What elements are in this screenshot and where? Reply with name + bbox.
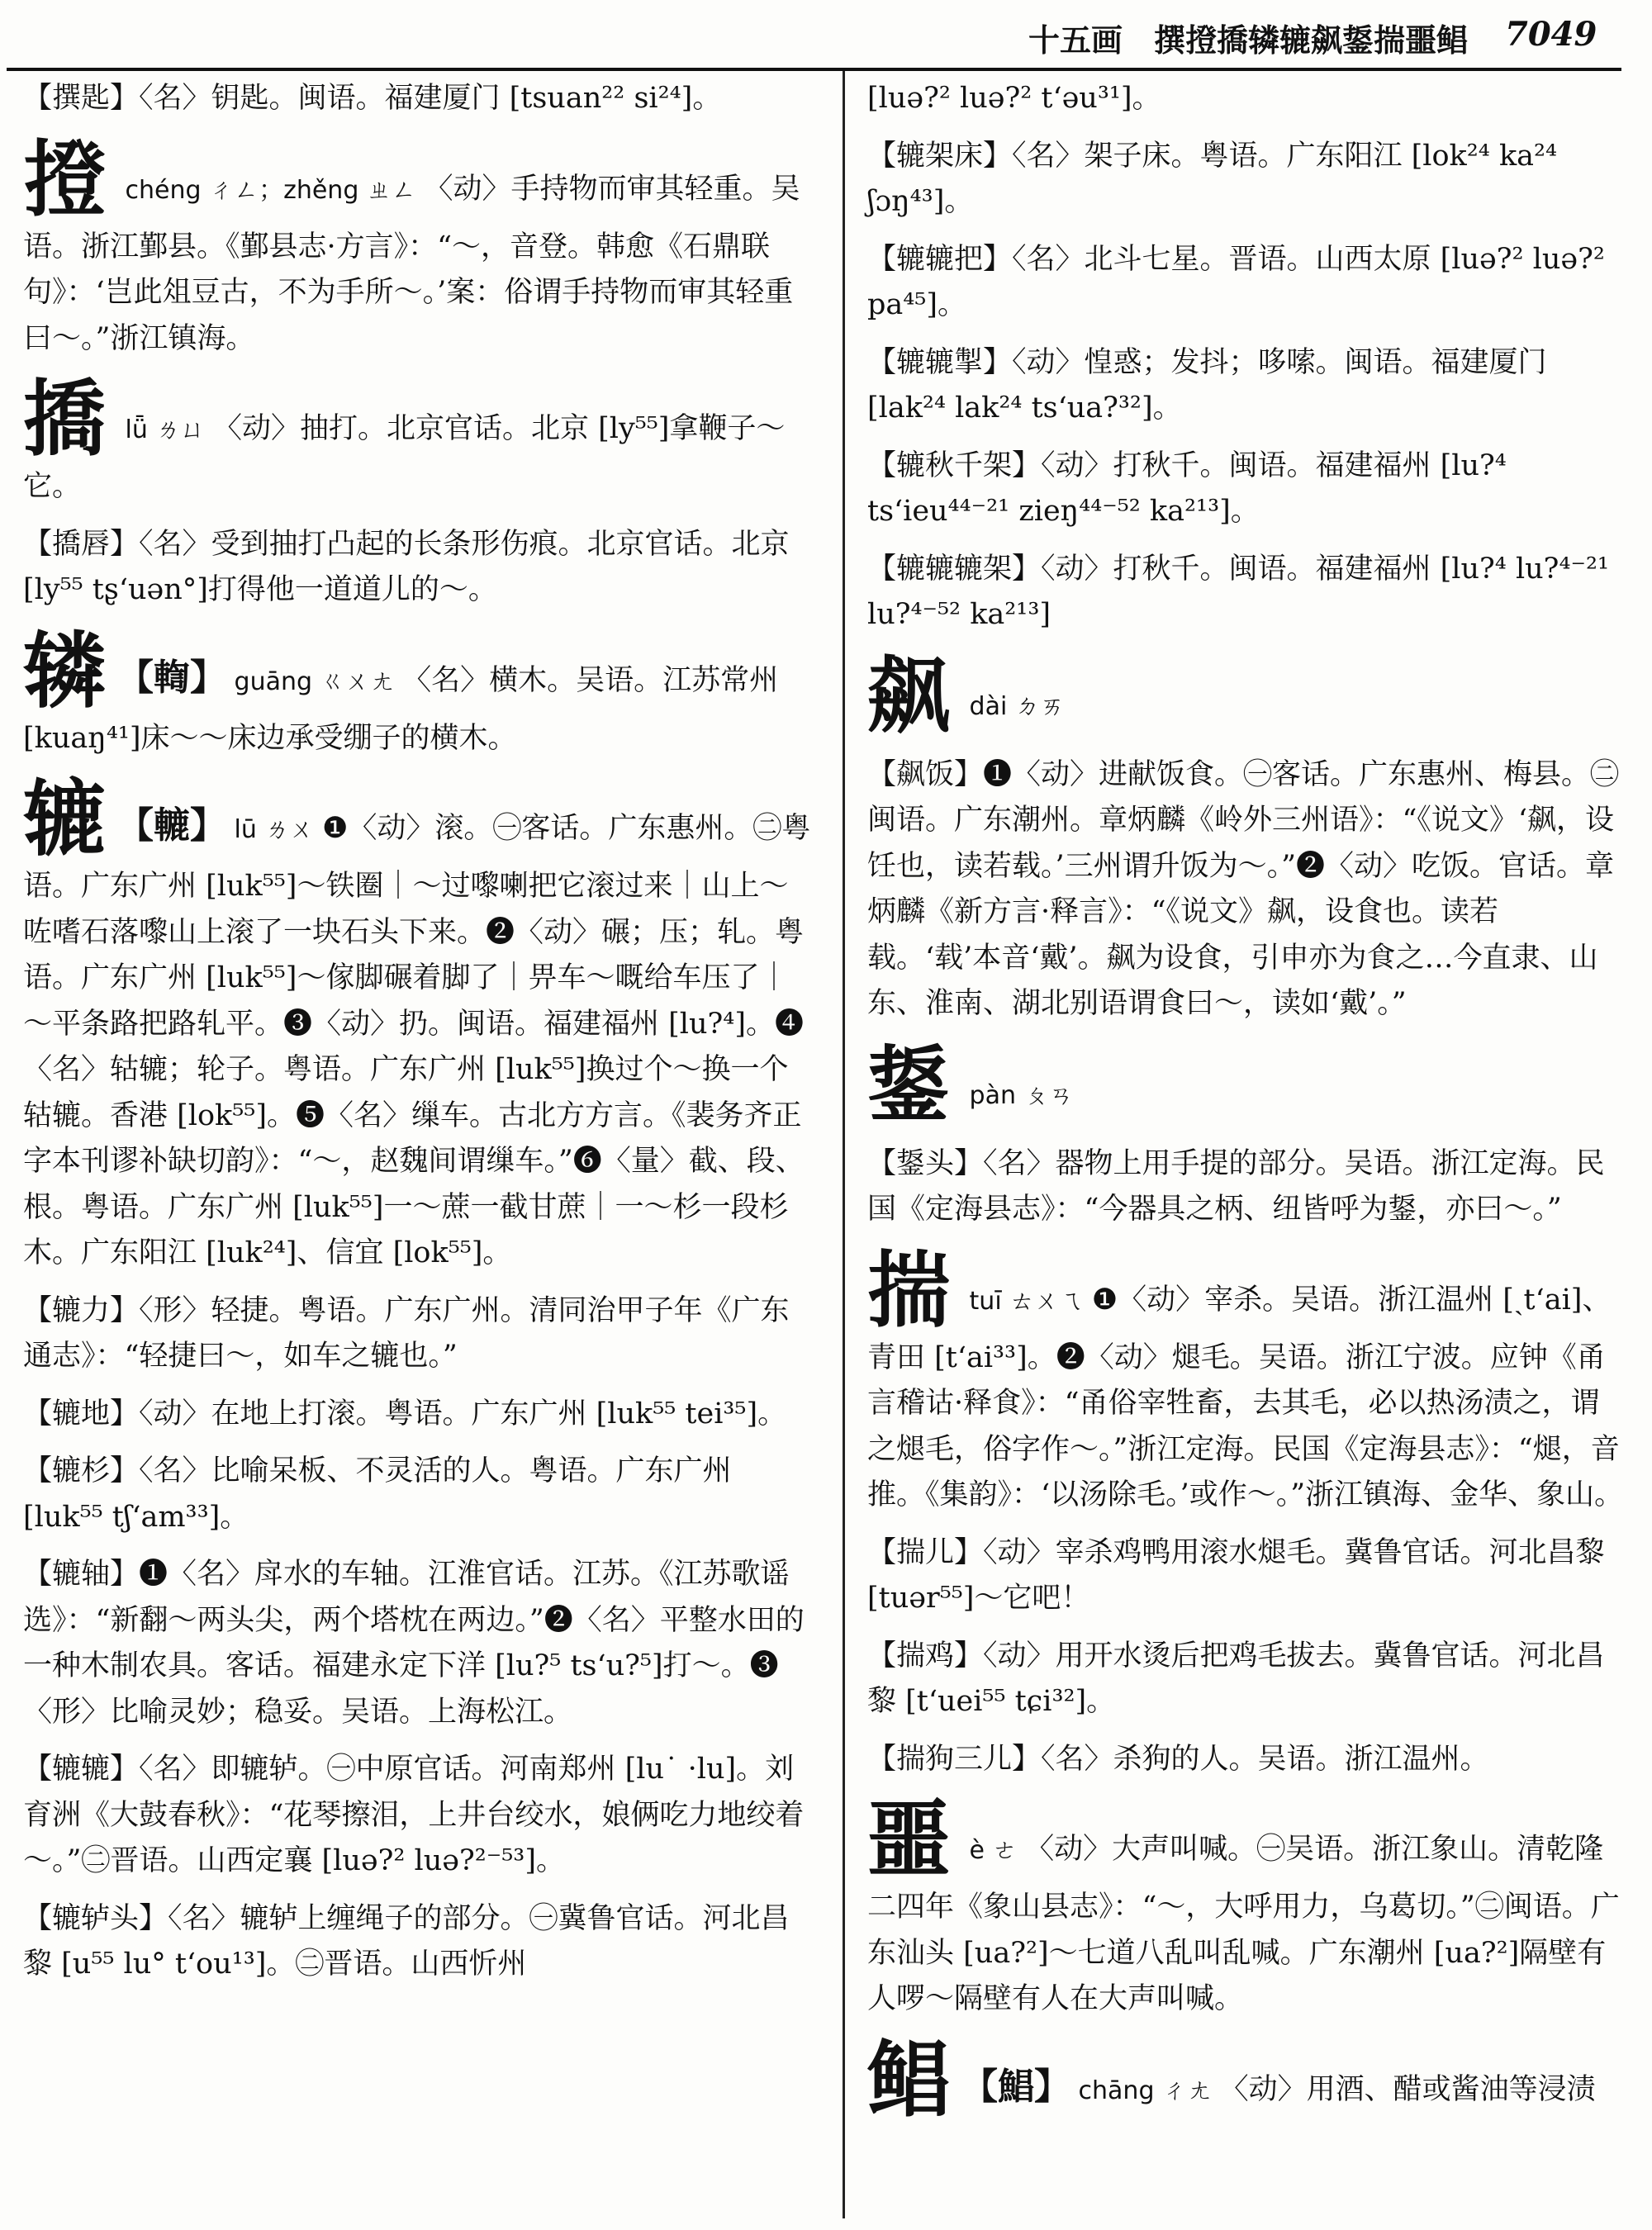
headword-entry xyxy=(23,370,816,510)
pronunciation: lū ㄌㄨ xyxy=(226,815,322,844)
headword-character: 撟 xyxy=(23,370,106,467)
entry-definition: 〈名〉横木。吴语。江苏常州 [kuaŋ⁴¹]床～～床边承受绷子的横木。 xyxy=(23,663,779,755)
dictionary-entry xyxy=(867,444,1627,535)
pronunciation: chāng ㄔㄤ xyxy=(1070,2076,1220,2105)
headword-entry xyxy=(23,130,816,363)
page-number: 7049 xyxy=(1505,15,1597,54)
entry-definition: 【辘秋千架】〈动〉打秋千。闽语。福建福州 [lu?⁴ ts‘ieu⁴⁴⁻²¹ zieŋ⁴⁴⁻⁵² ka²¹³]。 xyxy=(867,448,1507,528)
pronunciation: tuī ㄊㄨㄟ xyxy=(961,1286,1092,1316)
headword-entry xyxy=(867,1035,1627,1133)
traditional-form: 【鯧】 xyxy=(961,2065,1070,2108)
headword-character: 撜 xyxy=(23,130,106,228)
headword-entry xyxy=(23,621,816,762)
headword-entry xyxy=(867,1791,1627,2023)
entry-definition: 【撰匙】〈名〉钥匙。闽语。福建厦门 [tsuan²² si²⁴]。 xyxy=(23,82,722,115)
headword-character: 辘 xyxy=(23,770,106,867)
dictionary-entry xyxy=(867,340,1627,432)
entry-definition: 【辘辘掣】〈动〉惶惑；发抖；哆嗦。闽语。福建厦门 [lak²⁴ lak²⁴ ts‘ua?³²]。 xyxy=(867,345,1547,425)
dictionary-entry xyxy=(867,1530,1627,1622)
headword-character: 飙 xyxy=(867,646,950,744)
entry-definition: 【辘轴】❶〈名〉戽水的车轴。江淮官话。江苏。《江苏歌谣选》：“新翻～两头尖，两个塔枕在两边。”❷〈名〉平整水田的一种木制农具。客话。福建永定下洋 [lu?⁵ ts‘u?⁵]打～。❸〈形〉比喻灵妙；稳妥。吴语。上海松江。 xyxy=(23,1558,805,1729)
headword-character: 鋬 xyxy=(867,1035,950,1133)
entry-definition: 【揣儿】〈动〉宰杀鸡鸭用滚水煺毛。冀鲁官话。河北昌黎 [tuər⁵⁵]～它吧！ xyxy=(867,1535,1605,1615)
dictionary-entry xyxy=(867,237,1627,329)
headword-character: 噩 xyxy=(867,1791,950,1888)
dictionary-entry xyxy=(23,1552,816,1735)
entry-definition: 〈动〉大声叫喊。㊀吴语。浙江象山。清乾隆二四年《象山县志》：“～，大呼用力，乌葛切。”㊁闽语。广东汕头 [ua?²]～七道八乱叫乱喊。广东潮州 [ua?²]隔壁有人啰～隔壁有人在大声叫喊。 xyxy=(867,1833,1620,2015)
entry-definition: 〈动〉抽打。北京官话。北京 [ly⁵⁵]拿鞭子～它。 xyxy=(23,412,786,503)
entry-definition: 【辘杉】〈名〉比喻呆板、不灵活的人。粤语。广东广州 [luk⁵⁵ tʃ‘am³³]。 xyxy=(23,1454,732,1534)
dictionary-entry xyxy=(867,1141,1627,1233)
headword-character: 鲳 xyxy=(867,2030,950,2128)
pronunciation: chéng ㄔㄥ；zhěng ㄓㄥ xyxy=(117,175,425,205)
headword-entry xyxy=(23,770,816,1277)
entry-definition: 【辘辘辘架】〈动〉打秋千。闽语。福建福州 [lu?⁴ lu?⁴⁻²¹ lu?⁴⁻⁵² ka²¹³] xyxy=(867,552,1610,631)
entry-definition: 〈动〉手持物而审其轻重。吴语。浙江鄞县。《鄞县志·方言》：“～，音登。韩愈《石鼎联句》：‘岂此俎豆古，不为手所～。’案：俗谓手持物而审其轻重曰～。”浙江镇海。 xyxy=(23,172,800,355)
dictionary-entry xyxy=(23,1288,816,1380)
dictionary-entry xyxy=(23,1747,816,1885)
entry-definition: 【辘力】〈形〉轻捷。粤语。广东广州。清同治甲子年《广东通志》：“轻捷曰～，如车之辘也。” xyxy=(23,1293,790,1373)
dictionary-entry xyxy=(23,522,816,614)
dictionary-entry xyxy=(23,1392,816,1438)
dictionary-entry xyxy=(867,76,1627,122)
left-column xyxy=(23,76,816,2000)
entry-definition: 【揣狗三儿】〈名〉杀狗的人。吴语。浙江温州。 xyxy=(867,1742,1489,1776)
entry-definition: [luə?² luə?² t‘əu³¹]。 xyxy=(867,82,1161,115)
traditional-form: 【輷】 xyxy=(117,656,226,699)
dictionary-entry xyxy=(867,1634,1627,1725)
dictionary-entry xyxy=(867,752,1627,1027)
headword-entry xyxy=(867,1241,1627,1519)
entry-definition: 【鋬头】〈名〉器物上用手提的部分。吴语。浙江定海。民国《定海县志》：“今器具之柄、纽皆呼为鋬，亦曰～。” xyxy=(867,1146,1605,1226)
headword-entry xyxy=(867,646,1627,744)
dictionary-entry xyxy=(867,547,1627,638)
entry-definition: ❶〈动〉滚。㊀客话。广东惠州。㊁粤语。广东广州 [luk⁵⁵]～铁圈｜～过嚟喇把它滚过来｜山上～咗嗜石落嚟山上滚了一块石头下来。❷〈动〉碾；压；轧。粤语。广东广州 [luk⁵⁵]～傢脚碾着脚了｜畀车～嘅给车压了｜～平条路把路轧平。❸〈动〉扔。闽语。福建福州 [lu?⁴]。❹〈名〉轱辘；轮子。粤语。广东广州 [luk⁵⁵]换过个～换一个轱辘。香港 [lok⁵⁵]。❺〈名〉缫车。古北方方言。《裴务齐正字本刊谬补缺切韵》：“～，赵魏间谓缫车。”❻〈量〉截、段、根。粤语。广东广州 [luk⁵⁵]一～蔗一截甘蔗｜一～杉一段杉木。广东阳江 [luk²⁴]、信宜 [lok⁵⁵]。 xyxy=(23,812,811,1269)
dictionary-entry xyxy=(23,1449,816,1540)
entry-definition: 【辘地】〈动〉在地上打滚。粤语。广东广州 [luk⁵⁵ tei³⁵]。 xyxy=(23,1397,787,1431)
entry-definition: 【撟唇】〈名〉受到抽打凸起的长条形伤痕。北京官话。北京 [ly⁵⁵ tʂ‘uən°]打得他一道道儿的～。 xyxy=(23,527,790,606)
pronunciation: è ㄜ xyxy=(961,1836,1026,1865)
dictionary-entry xyxy=(867,134,1627,225)
dictionary-entry xyxy=(23,1896,816,1988)
entry-definition: ❶〈动〉宰杀。吴语。浙江温州 [ˏt‘ai]、青田 [t‘ai³³]。❷〈动〉煺毛。吴语。浙江宁波。应钟《甬言稽诂·释食》：“甬俗宰牲畜，去其毛，必以热汤渍之，谓之煺毛，俗字作～。”浙江定海。民国《定海县志》：“煺，音推。《集韵》：‘以汤除毛。’或作～。”浙江镇海、金华、象山。 xyxy=(867,1283,1624,1511)
pronunciation: dài ㄉㄞ xyxy=(961,691,1065,721)
pronunciation: guāng ㄍㄨㄤ xyxy=(226,667,403,696)
traditional-form: 【轆】 xyxy=(117,804,226,847)
entry-definition: 【辘辘】〈名〉即辘轳。㊀中原官话。河南郑州 [lu˙ ·lu]。刘育洲《大鼓春秋》：“花琴擦泪，上井台绞水，娘俩吃力地绞着～。”㊁晋语。山西定襄 [luə?² luə?²⁻⁵³]。 xyxy=(23,1753,805,1877)
header-divider xyxy=(7,68,1621,71)
entry-definition: 【辘辘把】〈名〉北斗七星。晋语。山西太原 [luə?² luə?² pa⁴⁵]。 xyxy=(867,242,1605,321)
right-column xyxy=(867,76,1627,2137)
entry-definition: 【辘架床】〈名〉架子床。粤语。广东阳江 [lok²⁴ ka²⁴ ʃɔŋ⁴³]。 xyxy=(867,139,1558,218)
headword-entry xyxy=(867,2030,1627,2128)
pronunciation: lǖ ㄌㄩ xyxy=(117,415,213,444)
headword-character: 揣 xyxy=(867,1241,950,1339)
entry-definition: 【揣鸡】〈动〉用开水烫后把鸡毛拔去。冀鲁官话。河北昌黎 [t‘uei⁵⁵ tɕi³²]。 xyxy=(867,1639,1605,1718)
column-divider xyxy=(843,71,845,2218)
page-header xyxy=(0,0,1652,66)
headword-character: 辚 xyxy=(23,621,106,719)
entry-definition: 〈动〉用酒、醋或酱油等浸渍 xyxy=(1219,2072,1596,2106)
entry-definition: 【飙饭】❶〈动〉进献饭食。㊀客话。广东惠州、梅县。㊁闽语。广东潮州。章炳麟《岭外三州语》：“《说文》‘飙，设饪也，读若载。’三州谓升饭为～。”❷〈动〉吃饭。官话。章炳麟《新方言·释言》：“《说文》飙，设食也。读若载。‘载’本音‘戴’。飙为设食，引申亦为食之…今直隶、山东、淮南、湖北别语谓食曰～，读如‘戴’。” xyxy=(867,757,1620,1020)
entry-definition: 【辘轳头】〈名〉辘轳上缠绳子的部分。㊀冀鲁官话。河北昌黎 [u⁵⁵ lu° t‘ou¹³]。㊁晋语。山西忻州 xyxy=(23,1901,790,1981)
page-header-title: 十五画 撰撜撟辚辘飙鋬揣噩鲳 xyxy=(1028,21,1469,59)
pronunciation: pàn ㄆㄢ xyxy=(961,1080,1074,1110)
dictionary-entry xyxy=(23,76,816,122)
dictionary-entry xyxy=(867,1737,1627,1783)
